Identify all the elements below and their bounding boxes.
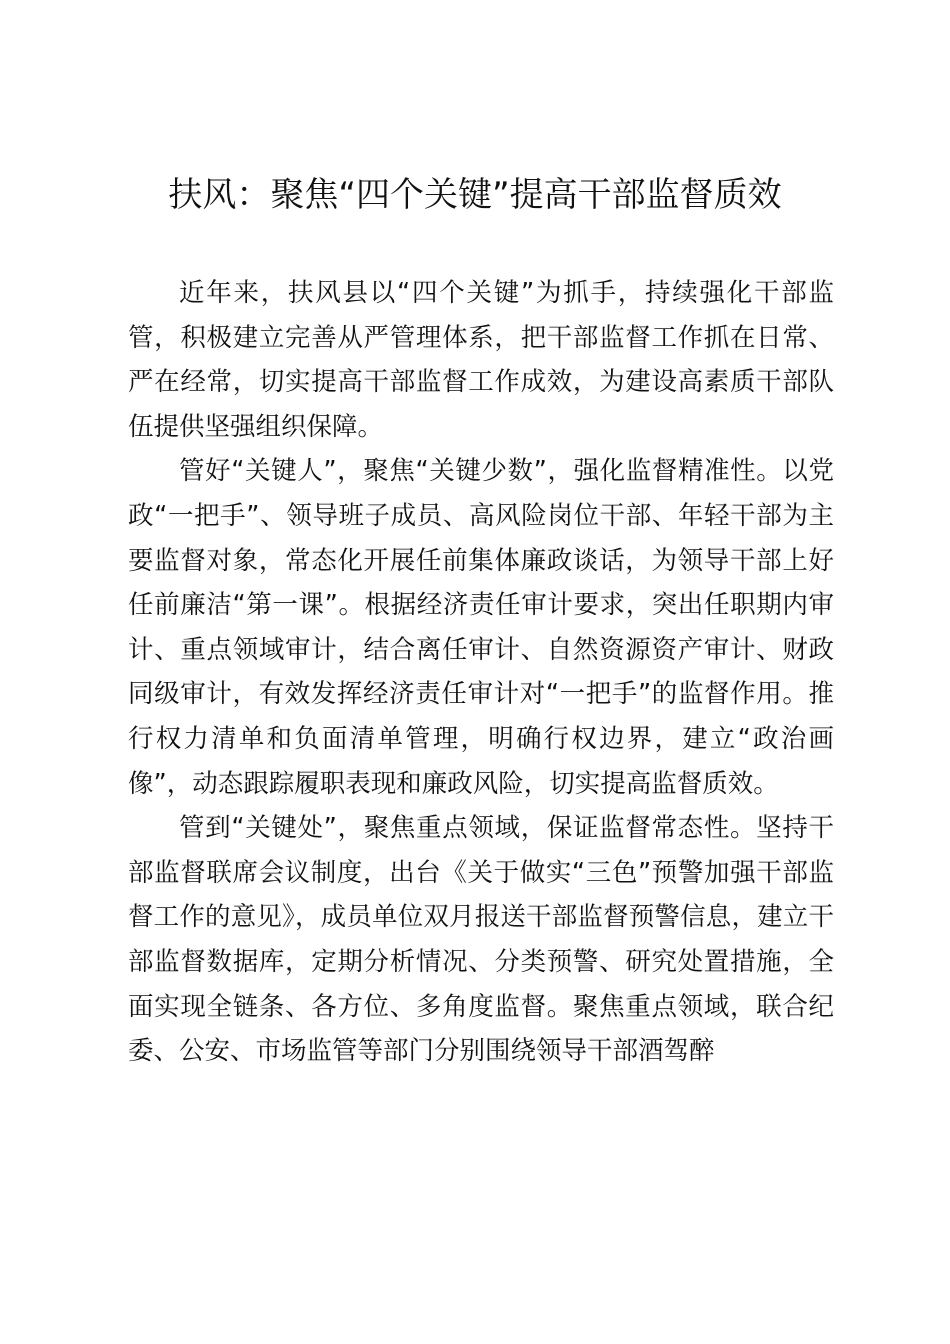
paragraph-intro: 近年来，扶风县以“四个关键”为抓手，持续强化干部监管，积极建立完善从严管理体系，把干部监督工作抓在日常、严在经常，切实提高干部监督工作成效，为建设高素质干部队伍提供坚强组织保障。 <box>128 278 834 442</box>
document-body <box>128 271 834 1074</box>
document-title: 扶风：聚焦“四个关键”提高干部监督质效 <box>168 175 782 215</box>
paragraph-key-areas: 管到“关键处”，聚焦重点领域，保证监督常态性。坚持干部监督联席会议制度，出台《关于做实“三色”预警加强干部监督工作的意见》，成员单位双月报送干部监督预警信息，建立干部监督数据库，定期分析情况、分类预警、研究处置措施，全面实现全链条、各方位、多角度监督。聚焦重点领域，联合纪委、公安、市场监管等部门分别围绕领导干部酒驾醉 <box>128 813 834 1067</box>
paragraph-key-people: 管好“关键人”，聚焦“关键少数”，强化监督精准性。以党政“一把手”、领导班子成员、高风险岗位干部、年轻干部为主要监督对象，常态化开展任前集体廉政谈话，为领导干部上好任前廉洁“第一课”。根据经济责任审计要求，突出任职期内审计、重点领域审计，结合离任审计、自然资源资产审计、财政同级审计，有效发挥经济责任审计对“一把手”的监督作用。推行权力清单和负面清单管理，明确行权边界，建立“政治画像”，动态跟踪履职表现和廉政风险，切实提高监督质效。 <box>128 456 834 799</box>
